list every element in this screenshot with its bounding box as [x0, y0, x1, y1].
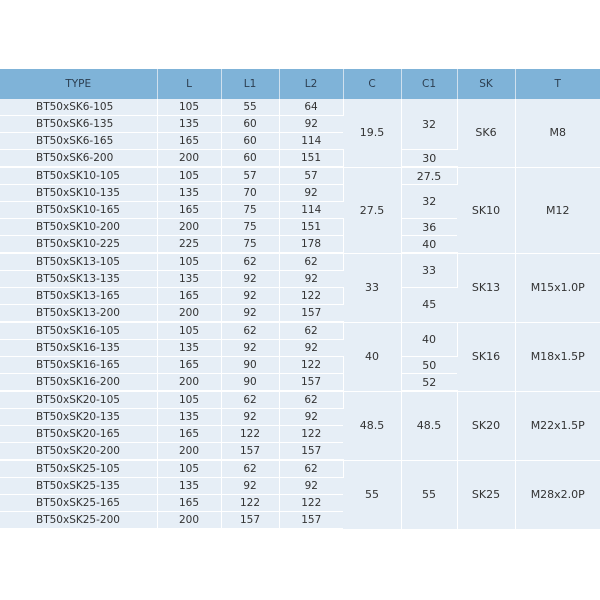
table-row	[0, 99, 600, 116]
type-cell: BT50xSK20-105	[0, 391, 157, 409]
c-cell: 27.5	[343, 167, 401, 253]
c-cell: 48.5	[343, 391, 401, 460]
c1-cell: 45	[401, 288, 457, 323]
l-cell: 105	[157, 99, 221, 116]
l-cell: 135	[157, 478, 221, 495]
header-row	[0, 69, 600, 99]
type-cell: BT50xSK6-135	[0, 116, 157, 133]
type-cell: BT50xSK10-225	[0, 236, 157, 254]
table-row	[0, 322, 600, 340]
t-cell: M18x1.5P	[515, 322, 600, 391]
table-row	[0, 253, 600, 271]
header-type: TYPE	[0, 69, 157, 99]
sk-cell: SK13	[457, 253, 515, 322]
type-cell: BT50xSK10-200	[0, 219, 157, 236]
l-cell: 165	[157, 495, 221, 512]
l1-cell: 62	[221, 391, 279, 409]
l-cell: 165	[157, 288, 221, 305]
type-cell: BT50xSK13-165	[0, 288, 157, 305]
l1-cell: 157	[221, 512, 279, 530]
l-cell: 165	[157, 202, 221, 219]
c1-cell: 48.5	[401, 391, 457, 460]
sk-cell: SK25	[457, 460, 515, 529]
header-l1: L1	[221, 69, 279, 99]
table-row	[0, 460, 600, 478]
l-cell: 165	[157, 357, 221, 374]
l1-cell: 60	[221, 150, 279, 168]
c1-cell: 27.5	[401, 167, 457, 185]
t-cell: M22x1.5P	[515, 391, 600, 460]
type-cell: BT50xSK13-200	[0, 305, 157, 323]
l2-cell: 92	[279, 271, 343, 288]
c1-cell: 36	[401, 219, 457, 236]
l2-cell: 151	[279, 219, 343, 236]
l1-cell: 92	[221, 271, 279, 288]
type-cell: BT50xSK10-135	[0, 185, 157, 202]
spec-table	[0, 69, 600, 530]
l-cell: 200	[157, 150, 221, 168]
type-cell: BT50xSK16-200	[0, 374, 157, 392]
l1-cell: 62	[221, 253, 279, 271]
l2-cell: 157	[279, 512, 343, 530]
l1-cell: 90	[221, 374, 279, 392]
header-t: T	[515, 69, 600, 99]
type-cell: BT50xSK16-165	[0, 357, 157, 374]
type-cell: BT50xSK20-200	[0, 443, 157, 461]
c1-cell: 33	[401, 253, 457, 288]
table-row	[0, 167, 600, 185]
header-c1: C1	[401, 69, 457, 99]
t-cell: M15x1.0P	[515, 253, 600, 322]
type-cell: BT50xSK6-165	[0, 133, 157, 150]
l2-cell: 114	[279, 133, 343, 150]
l-cell: 200	[157, 374, 221, 392]
type-cell: BT50xSK16-105	[0, 322, 157, 340]
l1-cell: 75	[221, 219, 279, 236]
l2-cell: 64	[279, 99, 343, 116]
l1-cell: 62	[221, 460, 279, 478]
l2-cell: 114	[279, 202, 343, 219]
l-cell: 135	[157, 340, 221, 357]
l2-cell: 92	[279, 185, 343, 202]
header-c: C	[343, 69, 401, 99]
c-cell: 55	[343, 460, 401, 529]
l2-cell: 92	[279, 340, 343, 357]
type-cell: BT50xSK10-105	[0, 167, 157, 185]
type-cell: BT50xSK13-135	[0, 271, 157, 288]
l-cell: 135	[157, 271, 221, 288]
l2-cell: 62	[279, 322, 343, 340]
t-cell: M8	[515, 99, 600, 167]
c1-cell: 55	[401, 460, 457, 529]
l-cell: 105	[157, 167, 221, 185]
l1-cell: 122	[221, 426, 279, 443]
l2-cell: 62	[279, 253, 343, 271]
l2-cell: 122	[279, 426, 343, 443]
l-cell: 135	[157, 185, 221, 202]
l2-cell: 122	[279, 288, 343, 305]
sk-cell: SK10	[457, 167, 515, 253]
l1-cell: 57	[221, 167, 279, 185]
sk-cell: SK6	[457, 99, 515, 167]
sk-cell: SK20	[457, 391, 515, 460]
l2-cell: 122	[279, 495, 343, 512]
header-sk: SK	[457, 69, 515, 99]
l1-cell: 90	[221, 357, 279, 374]
spec-table-container	[0, 69, 600, 530]
l-cell: 200	[157, 443, 221, 461]
l1-cell: 75	[221, 236, 279, 254]
l2-cell: 92	[279, 116, 343, 133]
type-cell: BT50xSK25-105	[0, 460, 157, 478]
c1-cell: 40	[401, 236, 457, 254]
l-cell: 165	[157, 426, 221, 443]
l-cell: 225	[157, 236, 221, 254]
l1-cell: 75	[221, 202, 279, 219]
l1-cell: 122	[221, 495, 279, 512]
type-cell: BT50xSK20-165	[0, 426, 157, 443]
t-cell: M28x2.0P	[515, 460, 600, 529]
l-cell: 105	[157, 253, 221, 271]
type-cell: BT50xSK25-200	[0, 512, 157, 530]
c-cell: 33	[343, 253, 401, 322]
l1-cell: 92	[221, 305, 279, 323]
l1-cell: 62	[221, 322, 279, 340]
c1-cell: 40	[401, 322, 457, 357]
c1-cell: 52	[401, 374, 457, 392]
l1-cell: 92	[221, 409, 279, 426]
type-cell: BT50xSK13-105	[0, 253, 157, 271]
l-cell: 200	[157, 305, 221, 323]
l2-cell: 57	[279, 167, 343, 185]
c1-cell: 50	[401, 357, 457, 374]
l-cell: 105	[157, 322, 221, 340]
l-cell: 105	[157, 460, 221, 478]
l1-cell: 60	[221, 133, 279, 150]
table-header	[0, 69, 600, 99]
l2-cell: 122	[279, 357, 343, 374]
l2-cell: 157	[279, 374, 343, 392]
t-cell: M12	[515, 167, 600, 253]
l-cell: 135	[157, 409, 221, 426]
l2-cell: 157	[279, 305, 343, 323]
type-cell: BT50xSK25-135	[0, 478, 157, 495]
table-row	[0, 391, 600, 409]
l2-cell: 62	[279, 391, 343, 409]
header-l2: L2	[279, 69, 343, 99]
type-cell: BT50xSK6-105	[0, 99, 157, 116]
l-cell: 165	[157, 133, 221, 150]
c1-cell: 32	[401, 185, 457, 219]
l1-cell: 92	[221, 340, 279, 357]
l-cell: 105	[157, 391, 221, 409]
l2-cell: 151	[279, 150, 343, 168]
c1-cell: 32	[401, 99, 457, 150]
l1-cell: 55	[221, 99, 279, 116]
l1-cell: 92	[221, 478, 279, 495]
l1-cell: 60	[221, 116, 279, 133]
l2-cell: 157	[279, 443, 343, 461]
l1-cell: 157	[221, 443, 279, 461]
type-cell: BT50xSK10-165	[0, 202, 157, 219]
c-cell: 40	[343, 322, 401, 391]
l1-cell: 92	[221, 288, 279, 305]
l1-cell: 70	[221, 185, 279, 202]
l2-cell: 92	[279, 478, 343, 495]
sk-cell: SK16	[457, 322, 515, 391]
l-cell: 135	[157, 116, 221, 133]
c1-cell: 30	[401, 150, 457, 168]
header-l: L	[157, 69, 221, 99]
l2-cell: 178	[279, 236, 343, 254]
l2-cell: 62	[279, 460, 343, 478]
type-cell: BT50xSK6-200	[0, 150, 157, 168]
type-cell: BT50xSK25-165	[0, 495, 157, 512]
type-cell: BT50xSK16-135	[0, 340, 157, 357]
c-cell: 19.5	[343, 99, 401, 167]
type-cell: BT50xSK20-135	[0, 409, 157, 426]
l-cell: 200	[157, 512, 221, 530]
l2-cell: 92	[279, 409, 343, 426]
table-body	[0, 99, 600, 529]
l-cell: 200	[157, 219, 221, 236]
